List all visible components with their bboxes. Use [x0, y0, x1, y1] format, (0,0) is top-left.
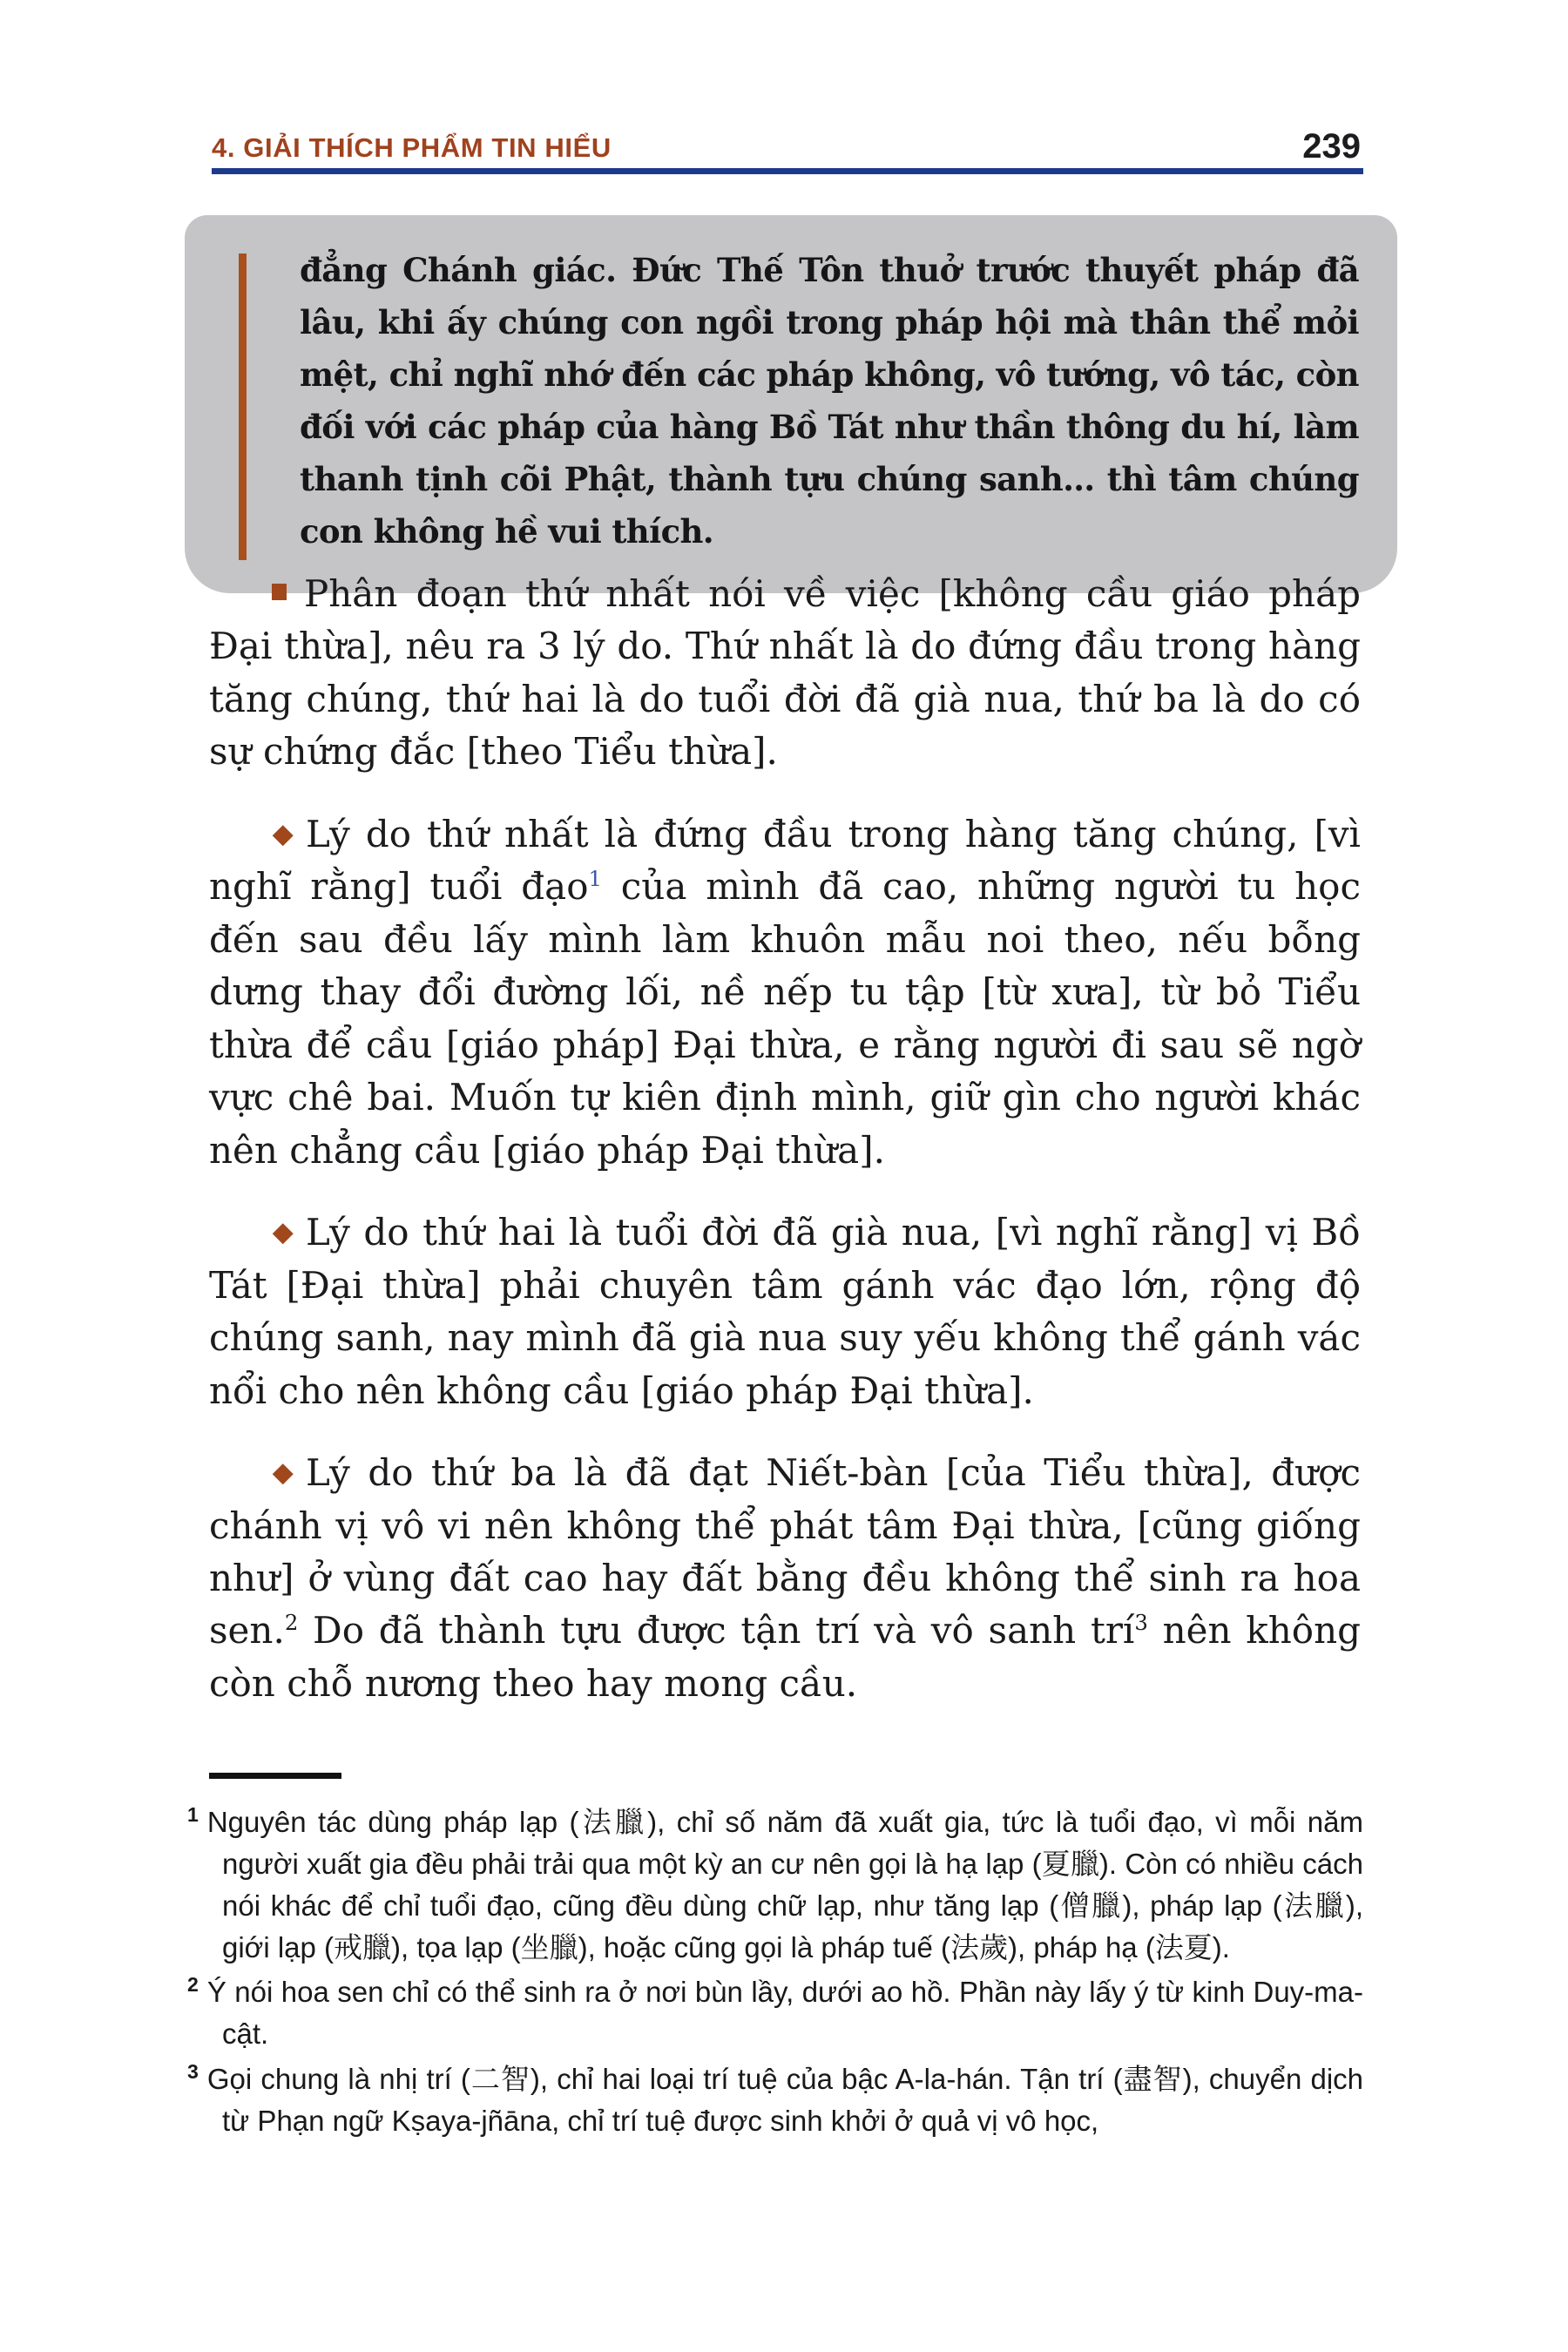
- footnote-text: Ý nói hoa sen chỉ có thể sinh ra ở nơi bùn lầy, dưới ao hồ. Phần này lấy ý từ kinh Duy-ma-cật.: [206, 1976, 1363, 2051]
- paragraph-reason-1: [209, 808, 1361, 1177]
- paragraph-text: Do đã thành tựu được tận trí và vô sanh trí: [298, 1609, 1135, 1652]
- scripture-quote-block: [185, 215, 1397, 593]
- diamond-bullet-icon: [273, 1223, 294, 1244]
- footnote-text: Gọi chung là nhị trí (二智), chỉ hai loại trí tuệ của bậc A-la-hán. Tận trí (盡智), chuyển dịch từ Phạn ngữ Kṣaya-jñāna, chỉ trí tuệ được sinh khởi ở quả vị vô học,: [206, 2063, 1363, 2137]
- paragraph-text: của mình đã cao, những người tu học đến sau đều lấy mình làm khuôn mẫu noi theo, nếu bỗng dưng thay đổi đường lối, nề nếp tu tập [từ xưa], từ bỏ Tiểu thừa để cầu [giáo pháp] Đại thừa, e rằng người đi sau sẽ ngờ vực chê bai. Muốn tự kiên định mình, giữ gìn cho người khác nên chẳng cầu [giáo pháp Đại thừa].: [209, 865, 1361, 1172]
- footnote-marker: 2: [187, 1973, 199, 1997]
- footnote-marker: 1: [187, 1803, 199, 1826]
- footnote-2: [187, 1971, 1363, 2055]
- footnote-separator-rule: [209, 1773, 341, 1779]
- square-bullet-icon: [272, 584, 287, 600]
- diamond-bullet-icon: [273, 825, 294, 846]
- diamond-bullet-icon: [273, 1463, 294, 1484]
- paragraph-reason-3: [209, 1447, 1361, 1710]
- footnote-ref-2: 2: [284, 1610, 299, 1636]
- paragraph-summary: [209, 568, 1361, 779]
- paragraph-text: Lý do thứ hai là tuổi đời đã già nua, [vì nghĩ rằng] vị Bồ Tát [Đại thừa] phải chuyên tâm gánh vác đạo lớn, rộng độ chúng sanh, nay mình đã già nua suy yếu không thể gánh vác nổi cho nên không cầu [giáo pháp Đại thừa].: [209, 1211, 1361, 1412]
- footnotes-section: [187, 1773, 1363, 2146]
- footnote-ref-3: 3: [1134, 1610, 1148, 1636]
- running-head-title: 4. GIẢI THÍCH PHẨM TIN HIỂU: [212, 132, 612, 163]
- footnote-3: [187, 2058, 1363, 2142]
- paragraph-text: Phân đoạn thứ nhất nói về việc [không cầu giáo pháp Đại thừa], nêu ra 3 lý do. Thứ nhất là do đứng đầu trong hàng tăng chúng, thứ hai là do tuổi đời đã già nua, thứ ba là do có sự chứng đắc [theo Tiểu thừa].: [209, 572, 1361, 774]
- page-number: 239: [1302, 127, 1361, 166]
- footnote-marker: 3: [187, 2060, 199, 2084]
- paragraph-text: nên không còn chỗ nương theo hay mong cầu.: [209, 1609, 1361, 1705]
- paragraph-text: Lý do thứ nhất là đứng đầu trong hàng tăng chúng, [vì nghĩ rằng] tuổi đạo: [209, 812, 1361, 909]
- page-header: [212, 129, 1361, 164]
- body-text: [209, 568, 1361, 1740]
- header-rule: [212, 168, 1363, 174]
- quote-text: đẳng Chánh giác. Đức Thế Tôn thuở trước thuyết pháp đã lâu, khi ấy chúng con ngồi trong pháp hội mà thân thể mỏi mệt, chỉ nghĩ nhớ đến các pháp không, vô tướng, vô tác, còn đối với các pháp của hàng Bồ Tát như thần thông du hí, làm thanh tịnh cõi Phật, thành tựu chúng sanh… thì tâm chúng con không hề vui thích.: [300, 251, 1359, 551]
- footnote-text: Nguyên tác dùng pháp lạp (法臘), chỉ số năm đã xuất gia, tức là tuổi đạo, vì mỗi năm người xuất gia đều phải trải qua một kỳ an cư nên gọi là hạ lạp (夏臘). Còn có nhiều cách nói khác để chỉ tuổi đạo, cũng đều dùng chữ lạp, như tăng lạp (僧臘), pháp lạp (法臘), giới lạp (戒臘), tọa lạp (坐臘), hoặc cũng gọi là pháp tuế (法歲), pháp hạ (法夏).: [206, 1806, 1363, 1963]
- paragraph-text: Lý do thứ ba là đã đạt Niết-bàn [của Tiểu thừa], được chánh vị vô vi nên không thể phát tâm Đại thừa, [cũng giống như] ở vùng đất cao hay đất bằng đều không thể sinh ra hoa sen.: [209, 1451, 1361, 1652]
- footnote-1: [187, 1801, 1363, 1968]
- quote-left-bar: [239, 253, 247, 560]
- paragraph-reason-2: [209, 1206, 1361, 1417]
- footnote-ref-1: 1: [588, 866, 602, 892]
